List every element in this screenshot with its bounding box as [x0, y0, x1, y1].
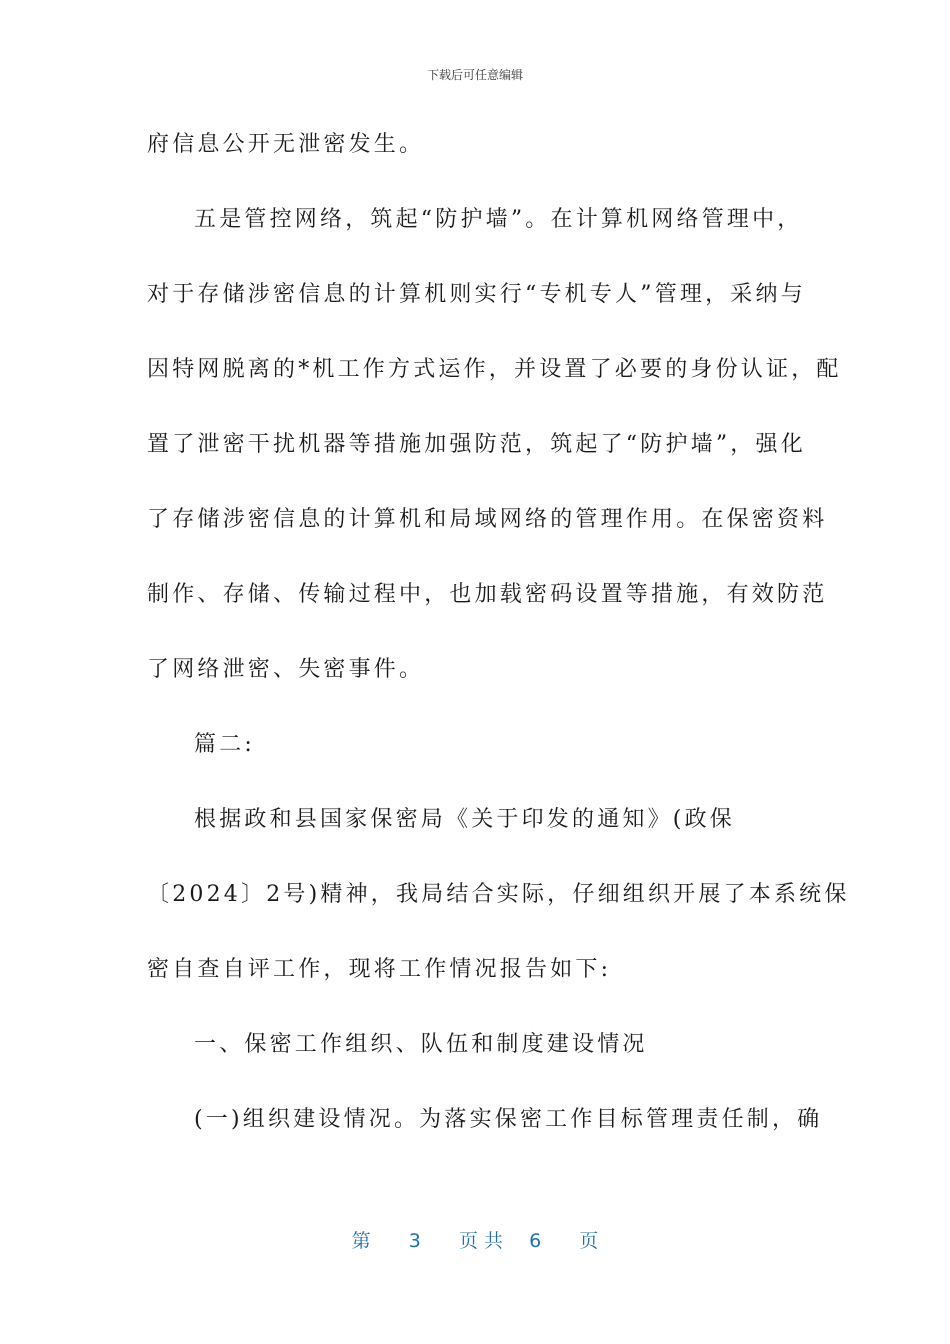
body-line: 了网络泄密、失密事件。 [147, 657, 425, 682]
body-line: 根据政和县国家保密局《关于印发的通知》(政保 [194, 807, 735, 832]
body-line: 制作、存储、传输过程中，也加载密码设置等措施，有效防范 [147, 582, 828, 607]
section-heading: 篇二: [194, 732, 256, 757]
body-line: 了存储涉密信息的计算机和局域网络的管理作用。在保密资料 [147, 507, 828, 532]
body-line: (一)组织建设情况。为落实保密工作目标管理责任制，确 [194, 1107, 823, 1132]
body-line: 对于存储涉密信息的计算机则实行“专机专人”管理，采纳与 [147, 282, 806, 307]
page-footer [0, 1226, 950, 1253]
section-heading: 一、保密工作组织、队伍和制度建设情况 [194, 1032, 648, 1057]
footer-middle: 页 共 [458, 1230, 504, 1252]
body-line: 五是管控网络，筑起“防护墙”。在计算机网络管理中， [194, 207, 803, 232]
body-line: 因特网脱离的*机工作方式运作，并设置了必要的身份认证，配 [147, 357, 842, 382]
body-line: 〔2024〕2号)精神，我局结合实际，仔细组织开展了本系统保 [147, 882, 850, 907]
body-line: 府信息公开无泄密发生。 [147, 132, 425, 157]
total-page-number: 6 [529, 1230, 542, 1252]
body-line: 密自查自评工作，现将工作情况报告如下: [147, 957, 612, 982]
footer-prefix: 第 [351, 1230, 371, 1252]
footer-suffix: 页 [579, 1230, 599, 1252]
body-line: 置了泄密干扰机器等措施加强防范，筑起了“防护墙”，强化 [147, 432, 806, 457]
current-page-number: 3 [408, 1230, 421, 1252]
page-header: 下载后可任意编辑 [426, 68, 523, 82]
